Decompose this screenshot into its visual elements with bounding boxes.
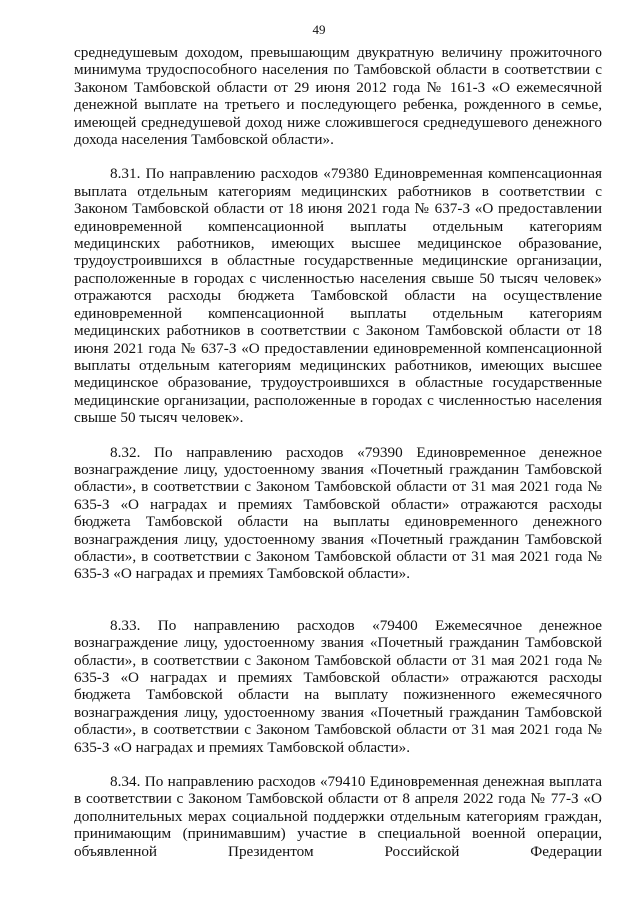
paragraph-continuation: среднедушевым доходом, превышающим двукратную величину прожиточного минимума трудоспособного населения по Тамбовской области в соответствии с Законом Тамбовской области от 29 июня 2012 года № 161-З «О ежемесячной денежной выплате на третьего и последующего ребенка, рожденного в семье, имеющей среднедушевой доход ниже сложившегося среднедушевого денежного дохода населения Тамбовской области». bbox=[74, 44, 602, 149]
page-number: 49 bbox=[312, 22, 326, 37]
paragraph-8-32: 8.32. По направлению расходов «79390 Единовременное денежное вознаграждение лицу, удостоенному звания «Почетный гражданин Тамбовской области», в соответствии с Законом Тамбовской области от 31 мая 2021 года № 635-З «О наградах и премиях Тамбовской области» отражаются расходы бюджета Тамбовской области на выплаты единовременного денежного вознаграждения лицу, удостоенному звания «Почетный гражданин Тамбовской области», в соответствии с Законом Тамбовской области от 31 мая 2021 года № 635-З «О наградах и премиях Тамбовской области». bbox=[74, 443, 602, 583]
paragraph-8-31: 8.31. По направлению расходов «79380 Единовременная компенсационная выплата отдельным категориям медицинских работников в соответствии с Законом Тамбовской области от 18 июня 2021 года № 637-З «О предоставлении единовременной компенсационной выплаты отдельным категориям медицинских работников, имеющих высшее медицинское образование, трудоустроившихся в областные государственные медицинские организации, расположенные в городах с численностью населения свыше 50 тысяч человек» отражаются расходы бюджета Тамбовской области на осуществление единовременной компенсационной выплаты отдельным категориям медицинских работников в соответствии с Законом Тамбовской области от 18 июня 2021 года № 637-З «О предоставлении единовременной компенсационной выплаты отдельным категориям медицинских работников, имеющих высшее медицинское образование, трудоустроившихся в областные государственные медицинские организации, расположенные в городах с численностью населения свыше 50 тысяч человек». bbox=[74, 165, 602, 427]
document-body bbox=[74, 44, 602, 860]
paragraph-8-33: 8.33. По направлению расходов «79400 Ежемесячное денежное вознаграждение лицу, удостоенному звания «Почетный гражданин Тамбовской области», в соответствии с Законом Тамбовской области от 31 мая 2021 года № 635-З «О наградах и премиях Тамбовской области» отражаются расходы бюджета Тамбовской области на выплату пожизненного ежемесячного вознаграждения лицу, удостоенному звания «Почетный гражданин Тамбовской области», в соответствии с Законом Тамбовской области от 31 мая 2021 года № 635-З «О наградах и премиях Тамбовской области». bbox=[74, 616, 602, 756]
paragraph-8-34: 8.34. По направлению расходов «79410 Единовременная денежная выплата в соответствии с Законом Тамбовской области от 8 апреля 2022 года № 77-З «О дополнительных мерах социальной поддержки отдельным категориям граждан, принимающим (принимавшим) участие в специальной военной операции, объявленной Президентом Российской Федерации bbox=[74, 773, 602, 860]
